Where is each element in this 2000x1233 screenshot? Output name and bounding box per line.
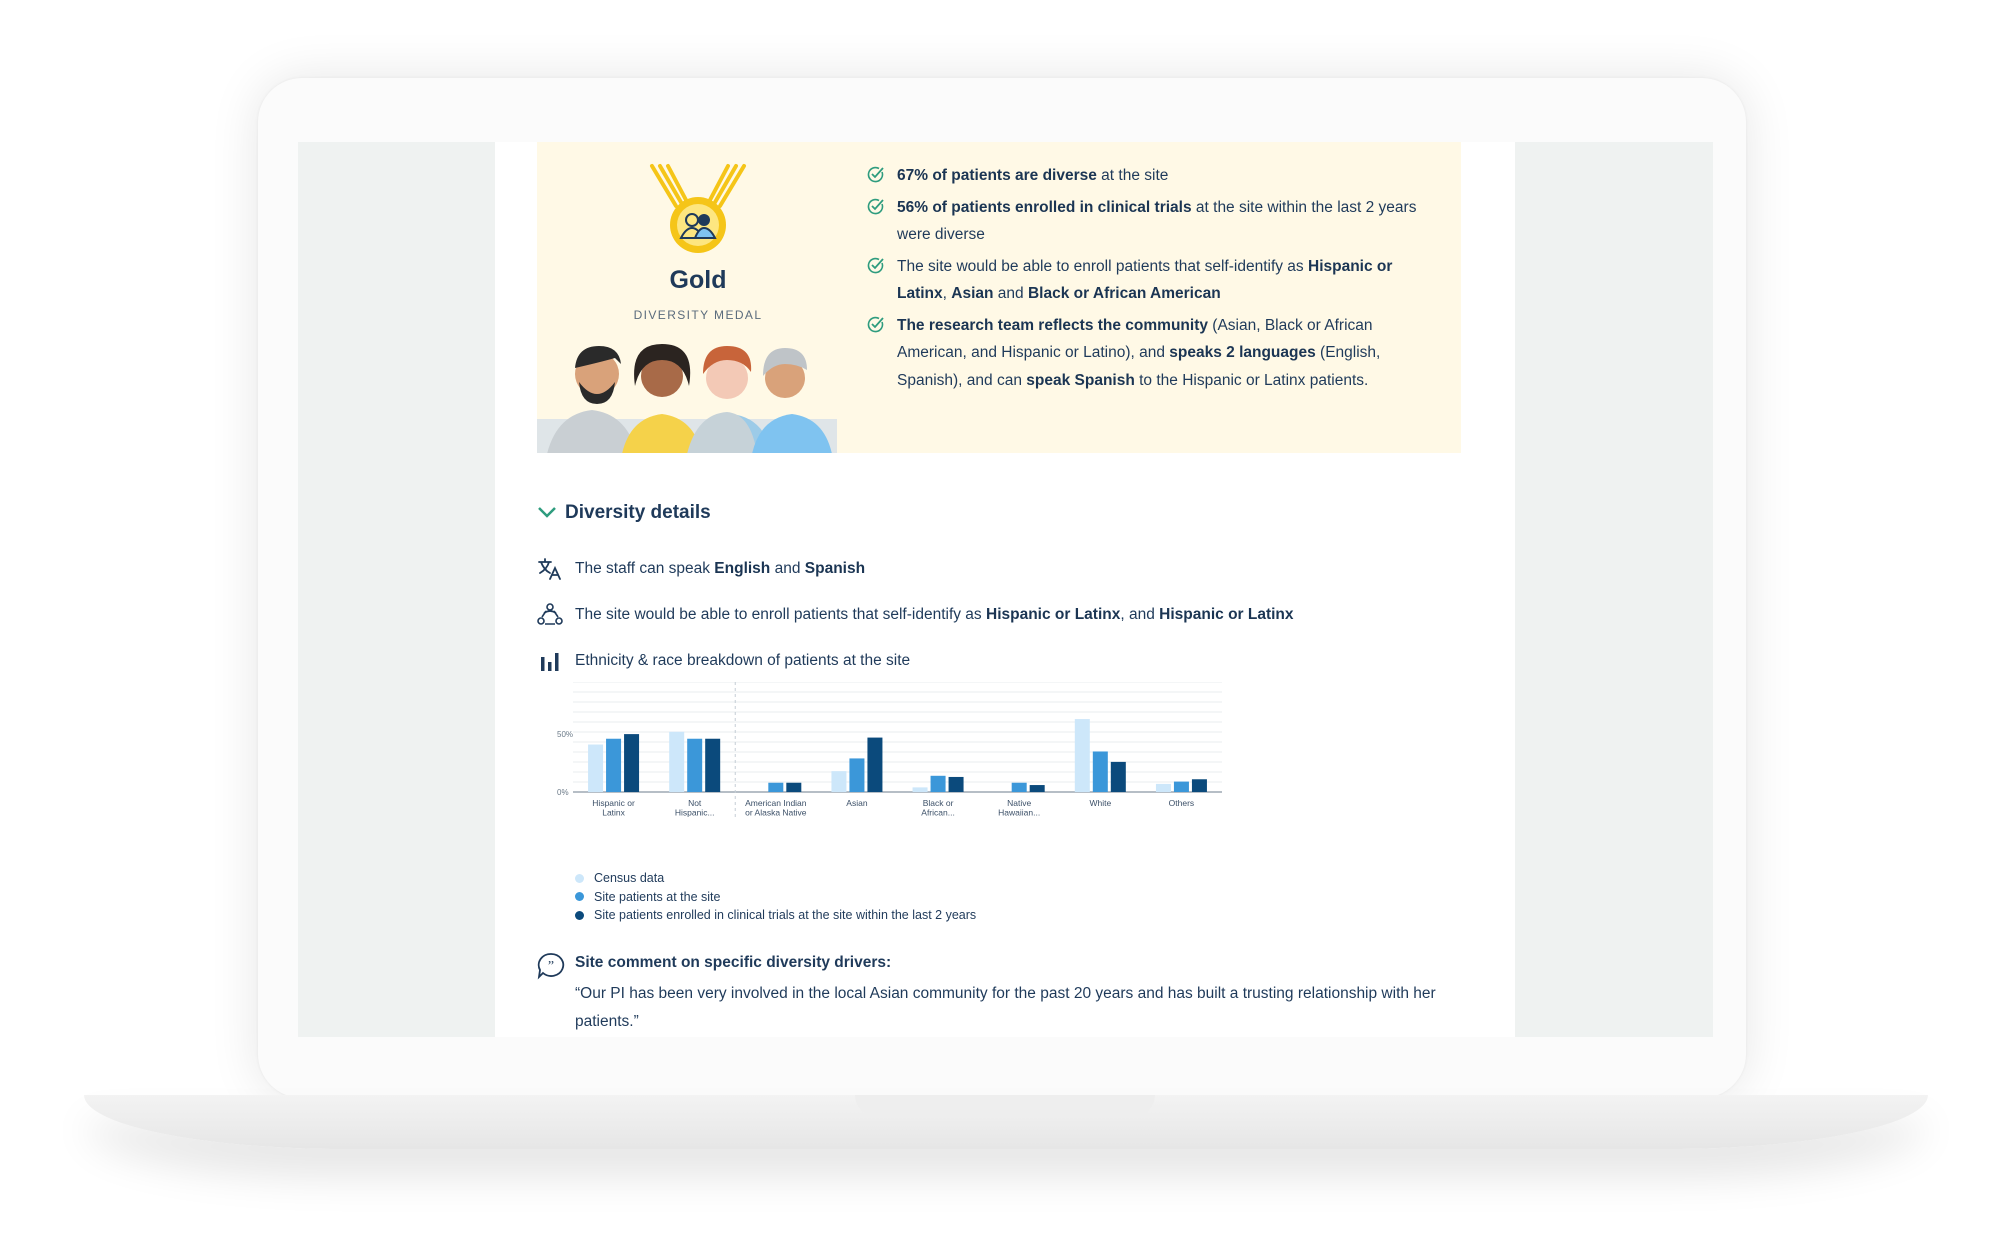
medal-title: Gold <box>669 266 727 294</box>
enroll-bold: Hispanic or Latinx <box>986 606 1121 623</box>
x-tick-label: Hispanic or <box>592 798 635 808</box>
medal-card <box>537 142 1461 453</box>
legend-swatch <box>575 911 584 920</box>
bar <box>768 783 783 792</box>
comment-text: “Our PI has been very involved in the local Asian community for the past 20 years and has built a trusting relationship with her patients.” <box>575 985 1436 1030</box>
bar <box>931 776 946 792</box>
legend-swatch <box>575 874 584 883</box>
x-tick-label: or Alaska Native <box>745 807 807 818</box>
highlight-text: to the Hispanic or Latinx patients. <box>1134 371 1369 389</box>
x-tick-label: White <box>1089 798 1112 808</box>
highlight-bold: 67% of patients are diverse <box>897 167 1097 184</box>
bar <box>606 739 621 792</box>
bar <box>913 787 928 792</box>
screen <box>298 142 1713 1037</box>
legend-item <box>575 906 976 925</box>
bar-chart-icon <box>537 648 563 674</box>
bar <box>1075 719 1090 792</box>
enroll-row <box>537 602 1294 628</box>
x-tick-label: Hawaiian... <box>998 807 1041 818</box>
x-tick-label: African... <box>921 807 955 818</box>
legend-item <box>575 888 976 907</box>
bar <box>705 739 720 792</box>
bar <box>1174 782 1189 792</box>
section-title: Diversity details <box>565 502 711 523</box>
highlight-bold: Asian <box>951 285 994 302</box>
enroll-text: The site would be able to enroll patients that self-identify as <box>575 606 986 623</box>
x-tick-label: Asian <box>846 798 868 808</box>
diversity-details-toggle[interactable] <box>537 502 711 524</box>
highlight-item <box>867 253 1427 308</box>
breakdown-row <box>537 648 910 674</box>
y-tick-label: 0% <box>557 788 569 797</box>
highlight-bold: The research team reflects the community <box>897 316 1208 334</box>
enroll-text: , and <box>1120 606 1160 623</box>
x-tick-label: Not <box>688 798 702 808</box>
x-tick-label: Native <box>1007 798 1032 808</box>
bar <box>867 738 882 792</box>
languages-bold: Spanish <box>804 560 866 577</box>
bar <box>669 732 684 792</box>
highlight-text: (English, Spanish), and can <box>897 344 1381 389</box>
bar <box>1012 783 1027 792</box>
highlight-item <box>867 194 1427 249</box>
highlight-bold: speaks 2 languages <box>1169 344 1316 361</box>
highlights-list <box>867 162 1427 398</box>
bar <box>1156 784 1171 792</box>
highlight-text: , <box>942 285 952 302</box>
x-tick-label: Black or <box>922 798 954 808</box>
bar <box>849 758 864 792</box>
languages-text: and <box>770 560 805 577</box>
highlight-bold: 56% of patients enrolled in clinical trials <box>897 198 1192 216</box>
highlight-text: and <box>993 285 1028 302</box>
site-profile-page <box>495 142 1515 1037</box>
chart-legend <box>575 869 976 925</box>
highlight-item <box>867 162 1427 190</box>
check-circle-icon <box>867 198 885 216</box>
highlight-bold: Black or African American <box>1027 285 1221 302</box>
bar <box>949 777 964 792</box>
legend-label: Site patients at the site <box>594 889 721 904</box>
gold-medal-icon <box>638 162 758 262</box>
legend-swatch <box>575 892 584 901</box>
bar <box>1030 785 1045 792</box>
bar <box>624 734 639 792</box>
languages-row <box>537 556 865 582</box>
legend-label: Census data <box>594 871 665 886</box>
check-circle-icon <box>867 316 885 334</box>
legend-label: Site patients enrolled in clinical trials at the site within the last 2 years <box>594 908 977 923</box>
highlight-item <box>867 312 1427 395</box>
medal-subtitle: DIVERSITY MEDAL <box>633 308 763 322</box>
x-tick-label: American Indian <box>745 798 807 808</box>
comment-title: Site comment on specific diversity drivers: <box>575 954 892 971</box>
languages-text: The staff can speak <box>575 560 715 577</box>
x-tick-label: Hispanic... <box>674 807 715 818</box>
languages-bold: English <box>714 560 771 577</box>
svg-text:”: ” <box>547 959 555 974</box>
legend-item <box>575 869 976 888</box>
speech-bubble-icon <box>537 952 565 980</box>
ethnicity-bar-chart <box>555 682 1435 867</box>
bar <box>786 783 801 792</box>
languages-text <box>575 560 865 578</box>
bar <box>1093 751 1108 792</box>
highlight-bold: Hispanic or Latinx <box>897 257 1393 302</box>
translate-icon <box>537 556 563 582</box>
y-tick-label: 50% <box>557 730 574 740</box>
x-tick-label: Latinx <box>602 807 625 818</box>
highlight-bold: speak Spanish <box>1026 371 1135 389</box>
bar <box>831 771 846 792</box>
laptop-notch <box>855 1095 1155 1117</box>
check-circle-icon <box>867 257 885 275</box>
breakdown-label: Ethnicity & race breakdown of patients at the site <box>575 652 911 669</box>
community-icon <box>537 602 563 628</box>
highlight-text: (Asian, Black or African American, and Hispanic or Latino), and <box>897 316 1373 361</box>
bar <box>687 739 702 792</box>
highlight-text: The site would be able to enroll patients that self-identify as <box>897 257 1308 275</box>
highlight-text: at the site within the last 2 years were diverse <box>897 198 1417 243</box>
enroll-bold: Hispanic or Latinx <box>1159 606 1294 623</box>
bar <box>1111 762 1126 792</box>
people-illustration <box>537 334 837 453</box>
bar <box>588 745 603 792</box>
bar <box>1192 779 1207 792</box>
check-circle-icon <box>867 166 885 184</box>
x-tick-label: Others <box>1168 798 1195 808</box>
highlight-text: at the site <box>1096 167 1169 184</box>
chevron-down-icon <box>537 506 557 520</box>
enroll-text <box>575 606 1294 624</box>
